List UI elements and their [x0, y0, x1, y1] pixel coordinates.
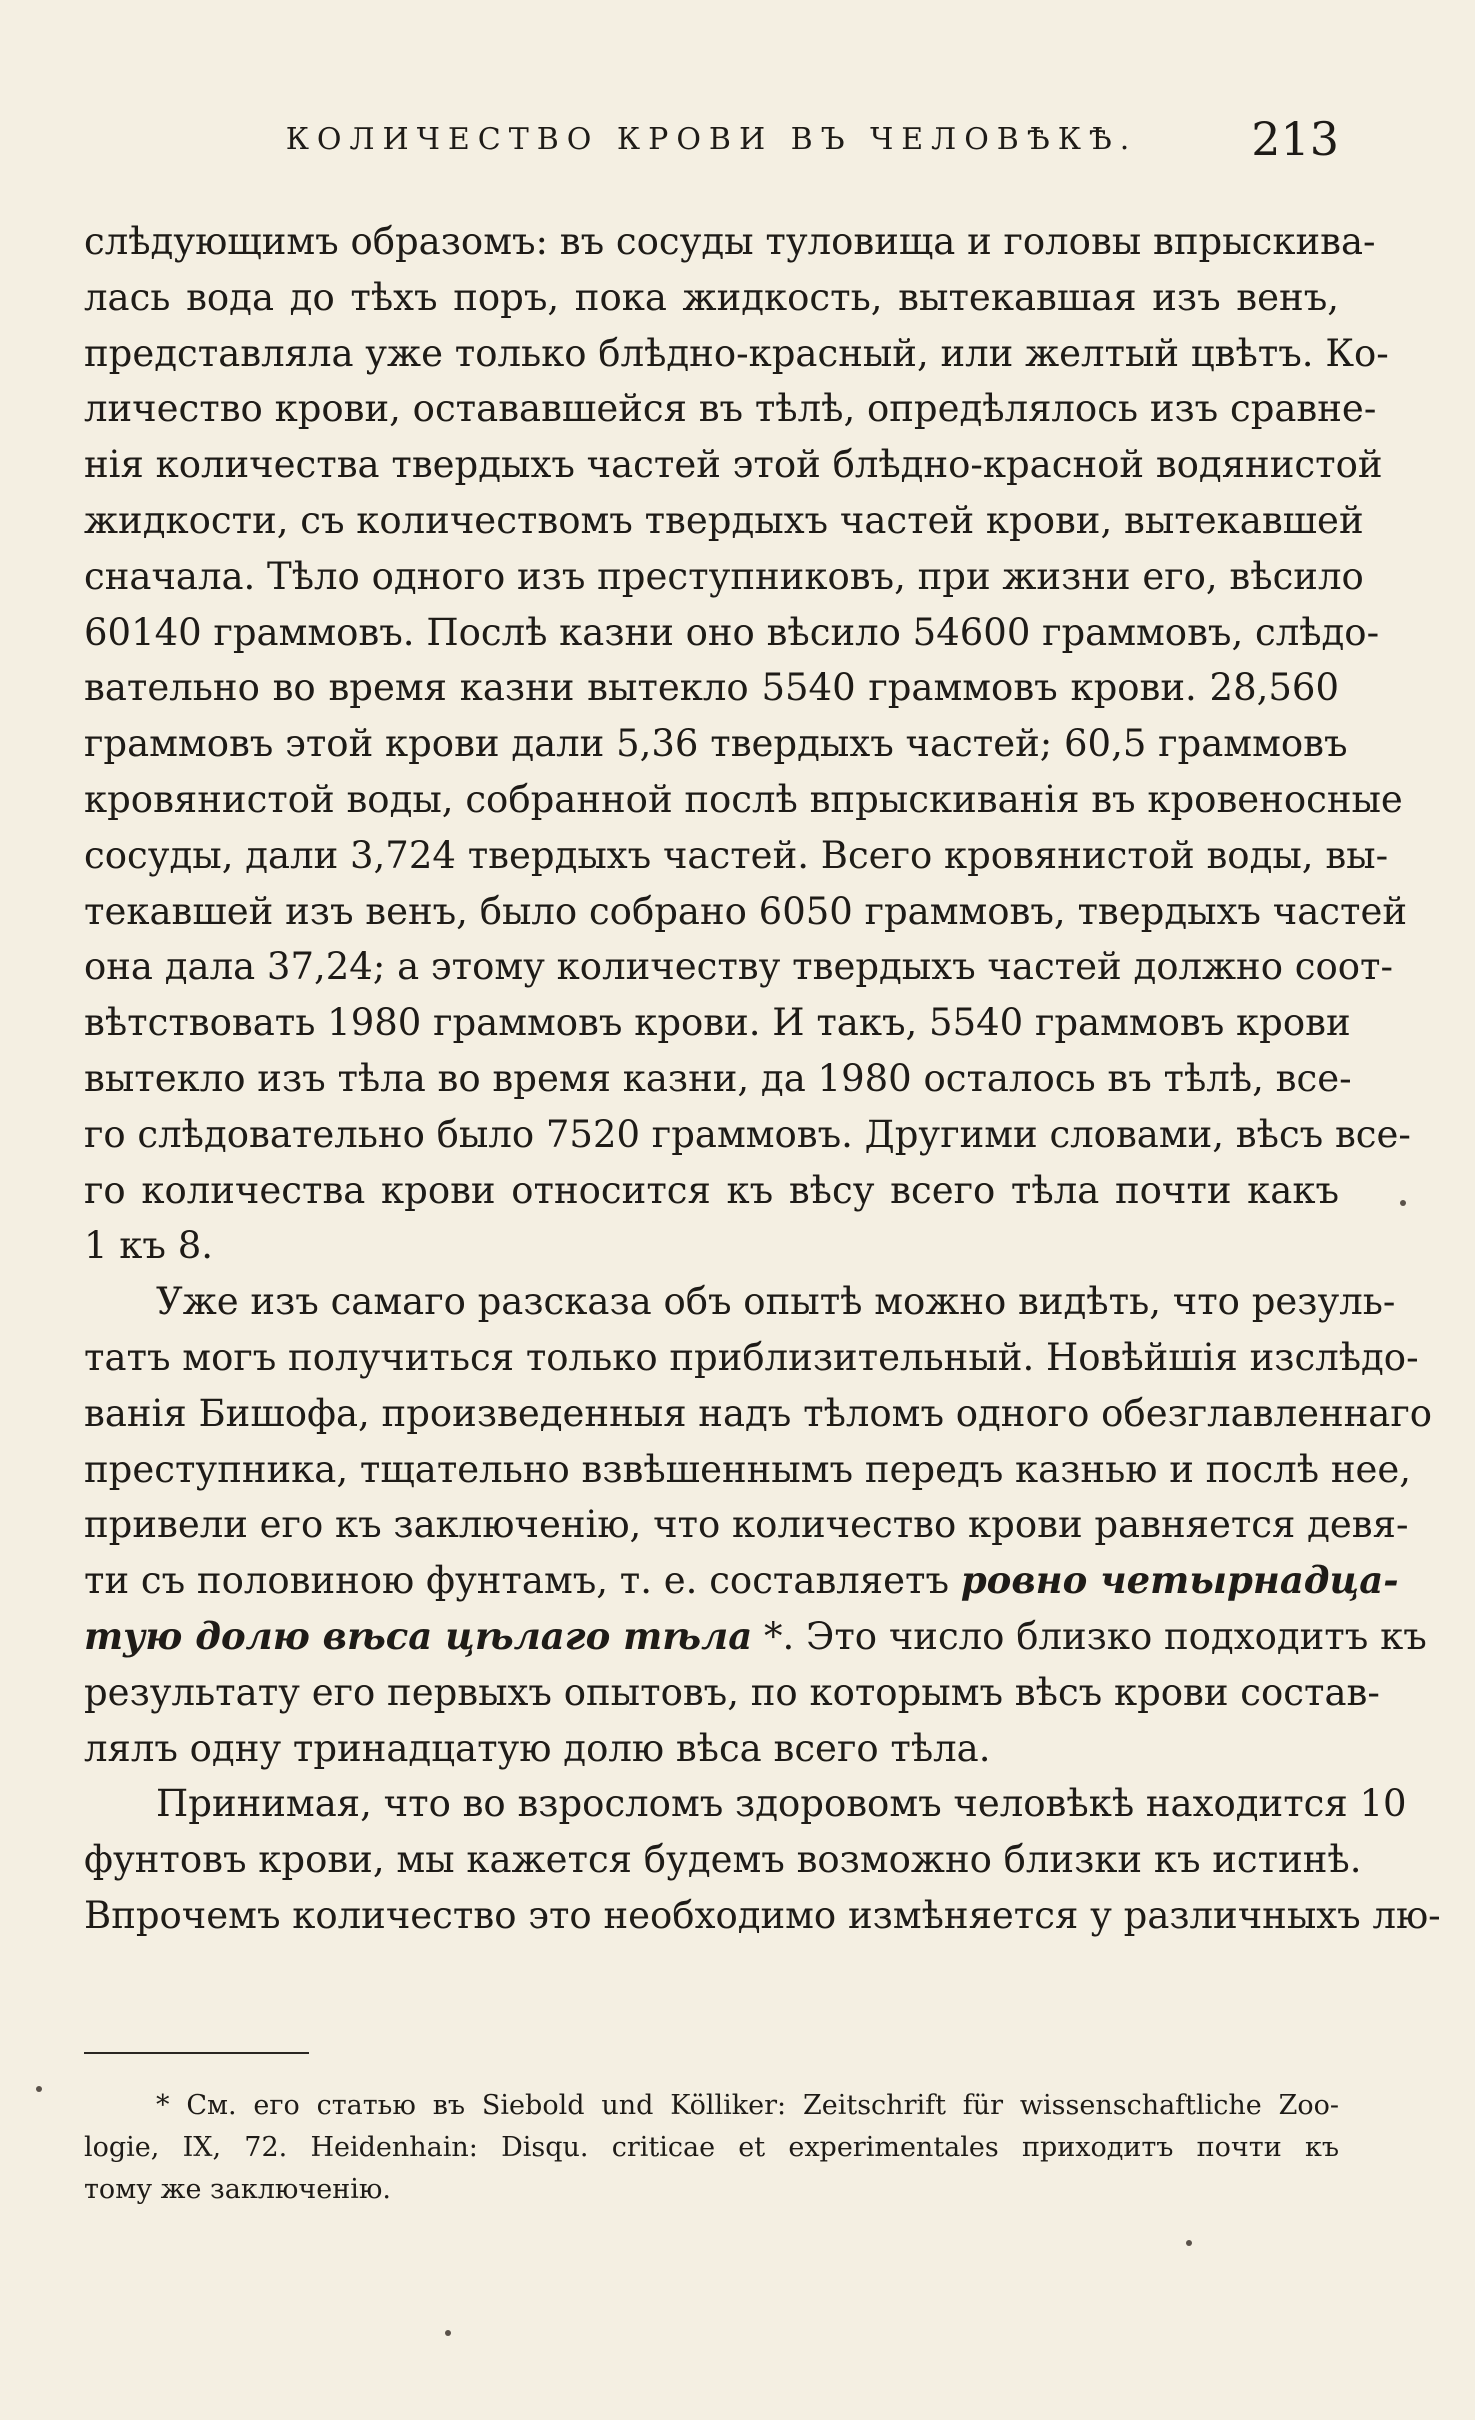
running-title: КОЛИЧЕСТВО КРОВИ ВЪ ЧЕЛОВѢКѢ.	[285, 122, 1138, 157]
text-line: го слѣдовательно было 7520 граммовъ. Другими словами, вѣсъ все-	[84, 1112, 1411, 1156]
text-line: представляла уже только блѣдно-красный, или желтый цвѣтъ. Ко-	[84, 331, 1389, 375]
text-line: лась вода до тѣхъ поръ, пока жидкость, вытекавшая изъ венъ,	[84, 275, 1339, 319]
text-line: вытекло изъ тѣла во время казни, да 1980 осталось въ тѣлѣ, все-	[84, 1056, 1352, 1100]
text-line: лялъ одну тринадцатую долю вѣса всего тѣла.	[84, 1726, 991, 1770]
page-number: 213	[1251, 112, 1339, 166]
text-line: го количества крови относится къ вѣсу всего тѣла почти какъ	[84, 1168, 1339, 1212]
text-line: фунтовъ крови, мы кажется будемъ возможно близки къ истинѣ.	[84, 1838, 1362, 1882]
footnote	[84, 2085, 1339, 2211]
print-speck	[1186, 2240, 1192, 2246]
text-line: сначала. Тѣло одного изъ преступниковъ, при жизни его, вѣсило	[84, 554, 1364, 598]
text-line: ванія Бишофа, произведенныя надъ тѣломъ одного обезглавленнаго	[84, 1391, 1433, 1435]
footnote-line: * См. его статью въ Siebold und Kölliker: Zeitschrift für wissenschaftliche Zoo-	[156, 2090, 1339, 2121]
text-line: сосуды, дали 3,724 твердыхъ частей. Всего кровянистой воды, вы-	[84, 833, 1389, 877]
print-speck	[445, 2330, 451, 2336]
text-line: результату его первыхъ опытовъ, по которымъ вѣсъ крови состав-	[84, 1670, 1380, 1714]
text-line: вательно во время казни вытекло 5540 граммовъ крови. 28,560	[84, 666, 1339, 710]
text-line: текавшей изъ венъ, было собрано 6050 граммовъ, твердыхъ частей	[84, 889, 1408, 933]
text-line: вѣтствовать 1980 граммовъ крови. И такъ, 5540 граммовъ крови	[84, 1001, 1351, 1045]
text-line: Уже изъ самаго разсказа объ опытѣ можно видѣть, что резуль-	[156, 1280, 1396, 1324]
text-line: нія количества твердыхъ частей этой блѣдно-красной водянистой	[84, 443, 1383, 487]
footnote-divider	[84, 2052, 309, 2054]
text-line: татъ могъ получиться только приблизительный. Новѣйшія изслѣдо-	[84, 1335, 1419, 1379]
text-line: 1 къ 8.	[84, 1224, 214, 1268]
text-line: привели его къ заключенію, что количество крови равняется девя-	[84, 1503, 1409, 1547]
text-line: слѣдующимъ образомъ: въ сосуды туловища и головы впрыскива-	[84, 220, 1376, 263]
footnote-line: тому же заключенію.	[84, 2174, 391, 2205]
text-segment: ти съ половиною фунтамъ, т. е. составляетъ	[84, 1559, 961, 1603]
print-speck	[36, 2086, 42, 2092]
footnote-line: logie, IX, 72. Heidenhain: Disqu. criticae et experimentales приходитъ почти къ	[84, 2132, 1339, 2163]
text-line: она дала 37,24; а этому количеству твердыхъ частей должно соот-	[84, 945, 1394, 989]
text-line: преступника, тщательно взвѣшеннымъ передъ казнью и послѣ нее,	[84, 1447, 1412, 1491]
text-line: Впрочемъ количество это необходимо измѣняется у различныхъ лю-	[84, 1893, 1441, 1937]
italic-emphasis: тую долю вѣса цѣлаго тѣла	[84, 1613, 753, 1658]
text-line	[84, 1609, 1427, 1665]
text-segment: . Это число близко подходитъ къ	[782, 1614, 1427, 1658]
text-line	[84, 1553, 1399, 1609]
footnote-marker[interactable]: *	[752, 1614, 783, 1658]
text-line: жидкости, съ количествомъ твердыхъ частей крови, вытекавшей	[84, 498, 1364, 542]
text-line: 60140 граммовъ. Послѣ казни оно вѣсило 54600 граммовъ, слѣдо-	[84, 610, 1380, 654]
text-line: Принимая, что во взросломъ здоровомъ человѣкѣ находится 10	[156, 1782, 1407, 1826]
text-line: граммовъ этой крови дали 5,36 твердыхъ частей; 60,5 граммовъ	[84, 722, 1348, 766]
body-text	[84, 214, 1441, 1944]
print-speck	[1400, 1200, 1406, 1206]
italic-emphasis: ровно четырнадца-	[960, 1558, 1399, 1603]
text-line: личество крови, остававшейся въ тѣлѣ, опредѣлялось изъ сравне-	[84, 387, 1377, 431]
page-header	[84, 112, 1339, 172]
text-line: кровянистой воды, собранной послѣ впрыскиванія въ кровеносные	[84, 777, 1403, 821]
